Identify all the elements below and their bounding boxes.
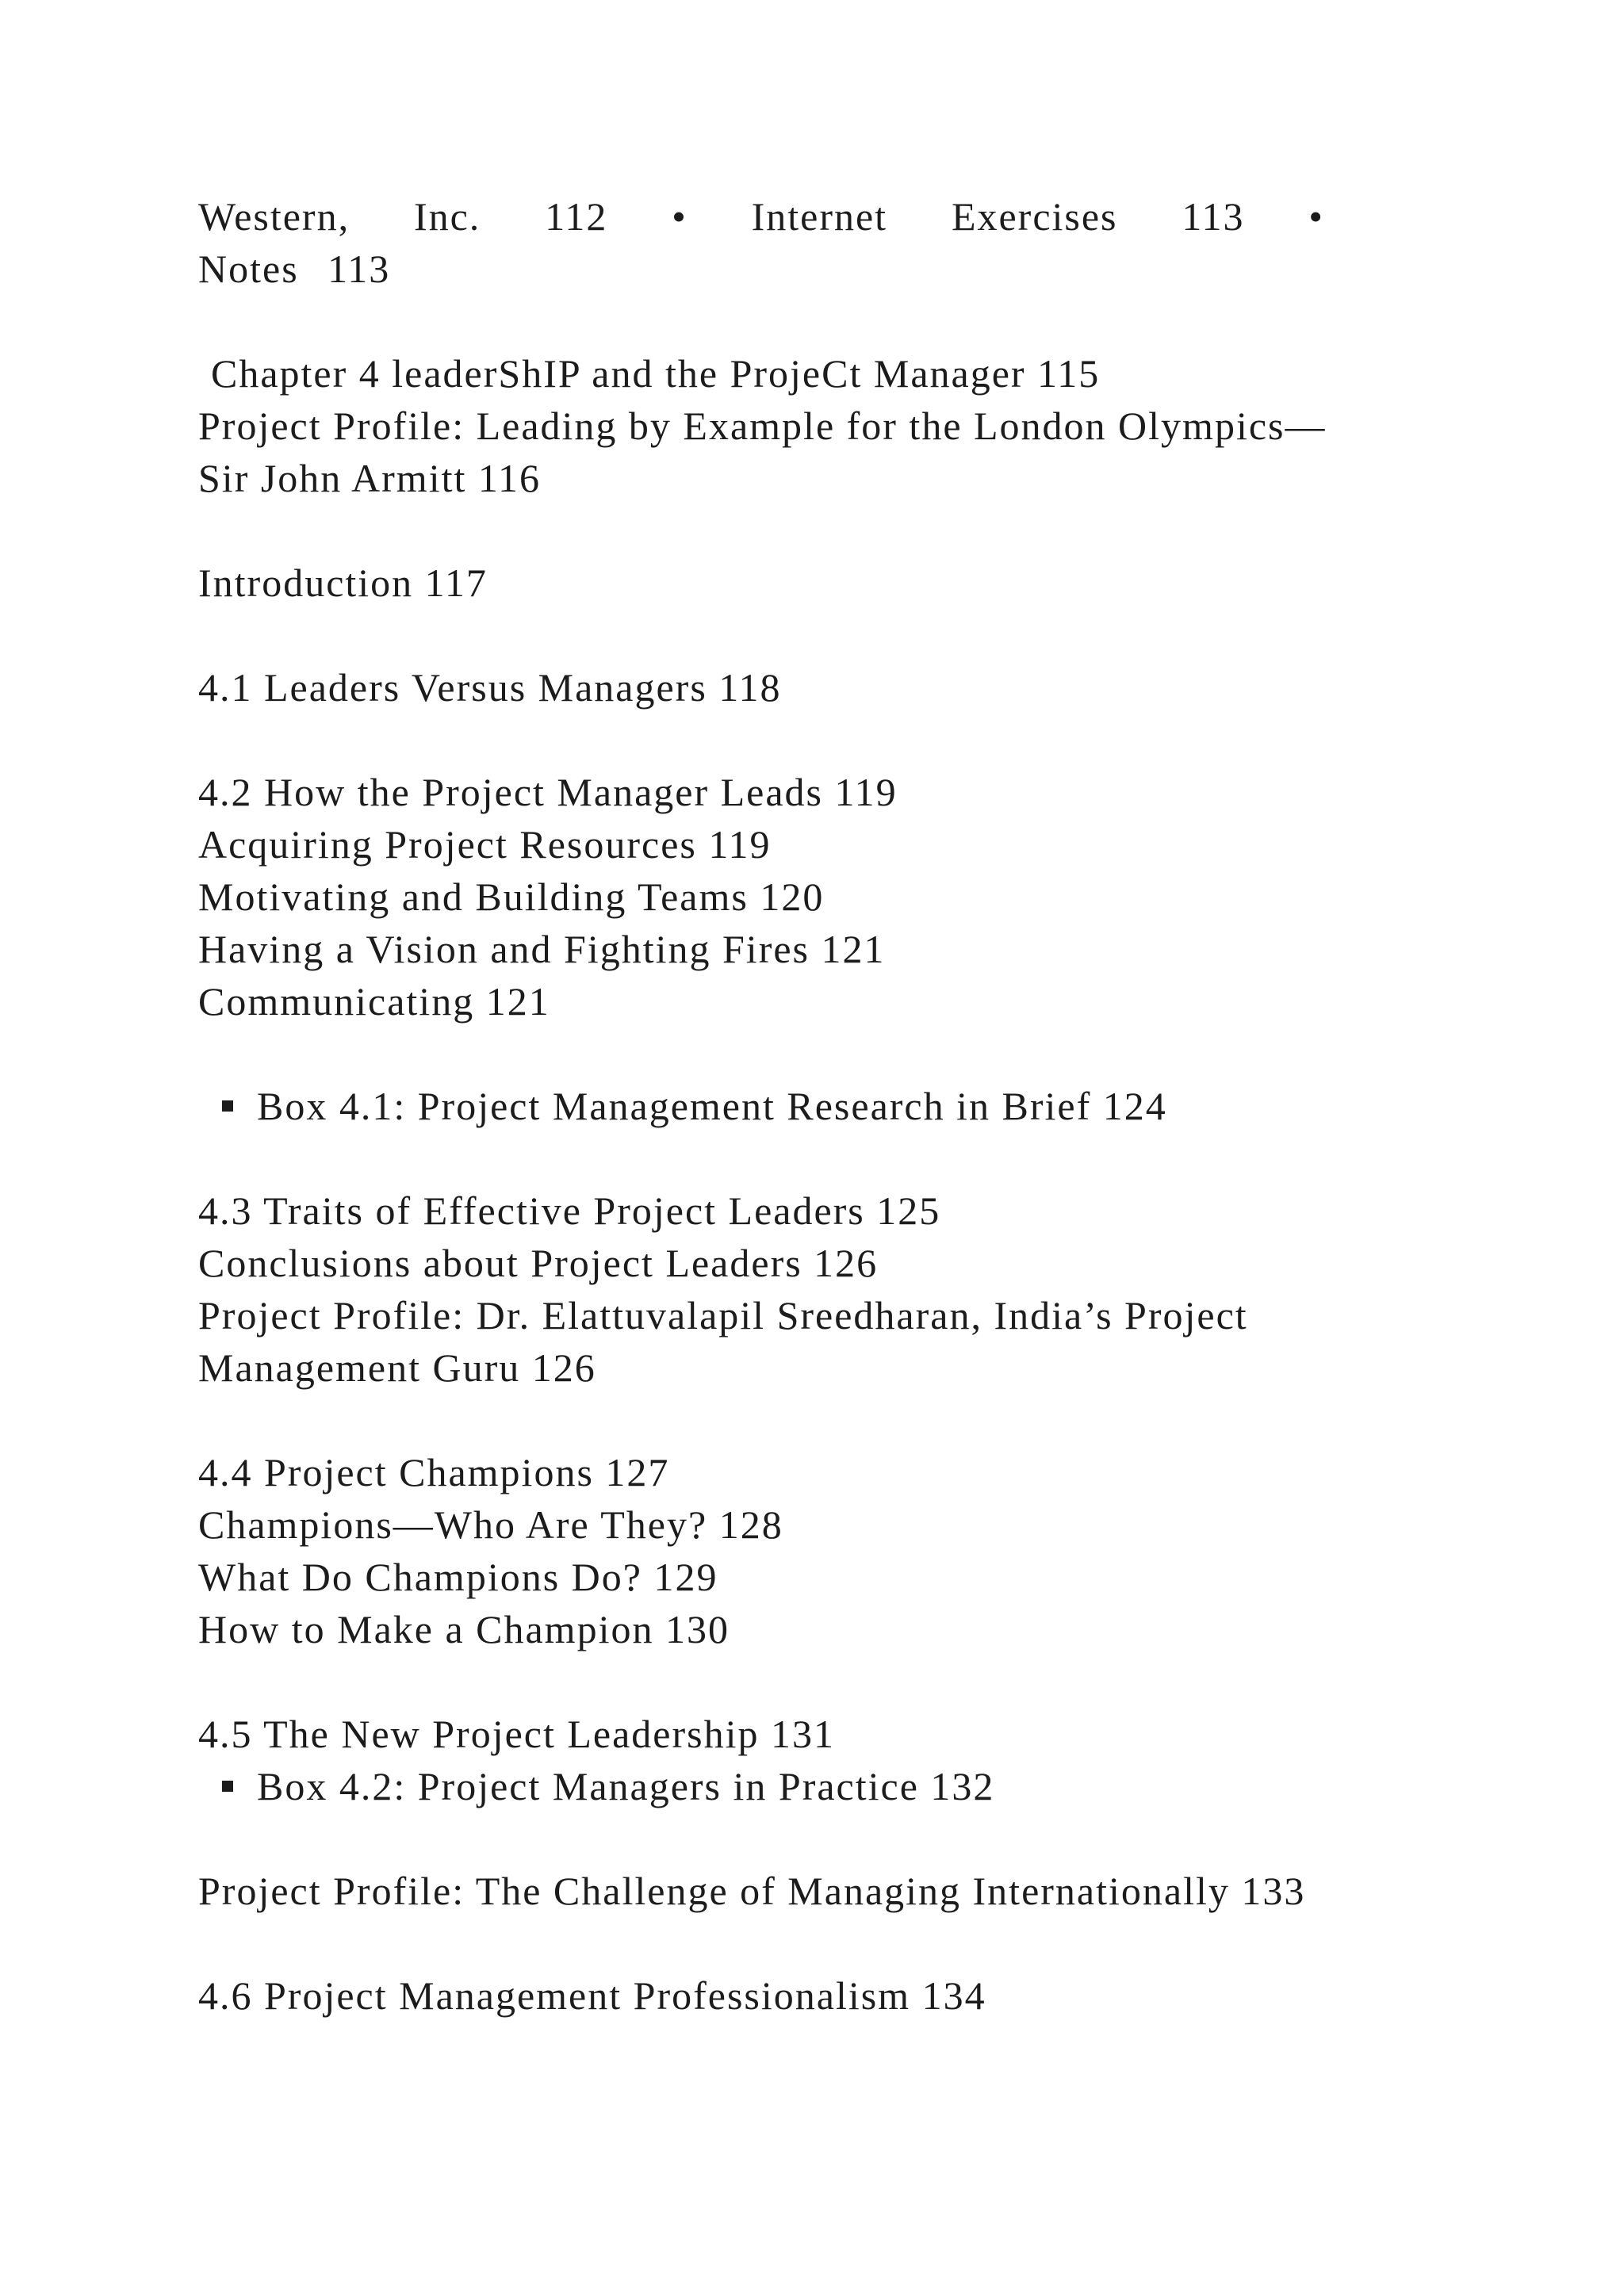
toc-page-number: 113 (1182, 194, 1245, 239)
toc-page (198, 190, 1483, 2022)
toc-separator: • (1308, 194, 1324, 239)
toc-entry-profile-olympics-cont: Sir John Armitt 116 (198, 456, 542, 500)
toc-section-4-6: 4.6 Project Management Professionalism 134 (198, 1973, 986, 2018)
square-bullet-icon (222, 1100, 233, 1112)
toc-subentry-motivating: Motivating and Building Teams 120 (198, 874, 825, 919)
spacer (198, 1027, 1483, 1080)
toc-subentry-acquiring: Acquiring Project Resources 119 (198, 822, 772, 867)
spacer (198, 1812, 1483, 1865)
spacer (198, 1132, 1483, 1184)
toc-entry-profile-olympics: Project Profile: Leading by Example for the London Olympics— (198, 404, 1327, 448)
toc-subentry-who-are-they: Champions—Who Are They? 128 (198, 1502, 783, 1547)
toc-entry-profile-sreedharan-cont: Management Guru 126 (198, 1345, 596, 1390)
toc-page-number: 112 (545, 194, 608, 239)
toc-box-label: Box 4.1: Project Management Research in Brief 124 (257, 1084, 1167, 1128)
toc-box-4-2 (198, 1760, 1483, 1812)
toc-subentry-what-do-champions-do: What Do Champions Do? 129 (198, 1555, 718, 1599)
spacer (198, 714, 1483, 766)
spacer (198, 1394, 1483, 1446)
toc-subentry-conclusions: Conclusions about Project Leaders 126 (198, 1241, 879, 1285)
toc-entry-introduction: Introduction 117 (198, 561, 488, 605)
spacer (198, 1655, 1483, 1708)
square-bullet-icon (222, 1781, 233, 1792)
toc-entry-notes: Notes 113 (198, 247, 391, 291)
toc-word: Internet (751, 194, 888, 239)
spacer (198, 504, 1483, 557)
toc-separator: • (672, 194, 688, 239)
toc-section-4-4: 4.4 Project Champions 127 (198, 1450, 670, 1494)
toc-section-4-2: 4.2 How the Project Manager Leads 119 (198, 770, 898, 814)
spacer (198, 609, 1483, 661)
toc-entry-profile-sreedharan: Project Profile: Dr. Elattuvalapil Sreedharan, India’s Project (198, 1293, 1248, 1337)
toc-subentry-communicating: Communicating 121 (198, 979, 550, 1024)
toc-line-western (198, 190, 1324, 243)
spacer (198, 295, 1483, 347)
toc-entry-profile-international: Project Profile: The Challenge of Managing Internationally 133 (198, 1869, 1306, 1913)
spacer (198, 1917, 1483, 1969)
toc-word: Exercises (951, 194, 1118, 239)
toc-section-4-5: 4.5 The New Project Leadership 131 (198, 1712, 835, 1756)
toc-box-4-1 (198, 1080, 1483, 1132)
toc-subentry-vision: Having a Vision and Fighting Fires 121 (198, 927, 886, 971)
toc-box-label: Box 4.2: Project Managers in Practice 132 (257, 1764, 995, 1808)
toc-section-4-3: 4.3 Traits of Effective Project Leaders 125 (198, 1188, 941, 1233)
toc-word: Inc. (413, 194, 481, 239)
toc-subentry-make-champion: How to Make a Champion 130 (198, 1607, 730, 1651)
toc-section-4-1: 4.1 Leaders Versus Managers 118 (198, 665, 782, 710)
toc-word: Western, (198, 194, 350, 239)
toc-chapter-heading: Chapter 4 leaderShIP and the ProjeCt Manager 115 (211, 351, 1101, 396)
